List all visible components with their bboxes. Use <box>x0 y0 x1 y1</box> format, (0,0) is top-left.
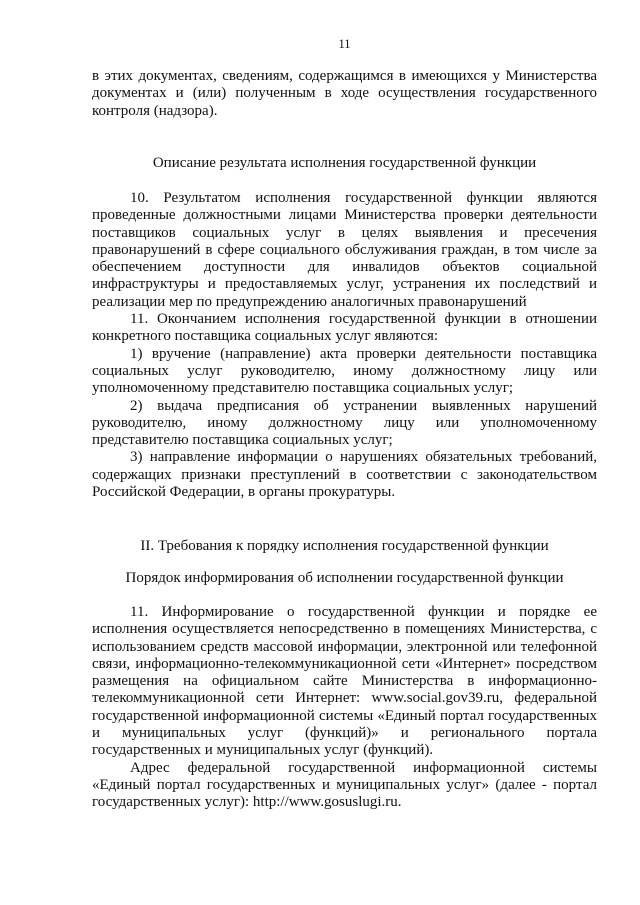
paragraph-10: 10. Результатом исполнения государственной функции являются проведенные должностными лицами Министерства проверки деятельности поставщиков социальных услуг в целях выявления и пресечения правонарушений в сфере социального обслуживания граждан, в том числе за обеспечением доступности для инвалидов объектов социальной инфраструктуры и предоставляемых услуг, устранения их последствий и реализации мер по предупреждению аналогичных правонарушений <box>92 190 597 310</box>
paragraph-11-ending: 11. Окончанием исполнения государственной функции в отношении конкретного поставщика социальных услуг являются: <box>92 311 597 345</box>
informing-section <box>92 604 597 812</box>
result-section <box>92 190 597 501</box>
paragraph-11-informing: 11. Информирование о государственной функции и порядке ее исполнения осуществляется непосредственно в помещениях Министерства, с использованием средств массовой информации, электронной или телефонной связи, информационно-телекоммуникационной сети «Интернет» посредством размещения на официальном сайте Министерства в информационно-телекоммуникационной сети Интернет: www.social.gov39.ru, федеральной государственной информационной системы «Единый портал государственных и муниципальных услуг (функций)» и регионального портала государственных и муниципальных услуг (функций). <box>92 604 597 759</box>
list-item-1: 1) вручение (направление) акта проверки деятельности поставщика социальных услуг руководителю, иному должностному лицу или уполномоченному представителю поставщика социальных услуг; <box>92 345 597 397</box>
heading-result: Описание результата исполнения государственной функции <box>152 155 537 171</box>
paragraph-address: Адрес федеральной государственной информационной системы «Единый портал государственных и муниципальных услуг» (далее - портал государственных услуг): http://www.gosuslugi.ru. <box>92 759 597 811</box>
page-number: 11 <box>338 37 351 51</box>
heading-informing: Порядок информирования об исполнении государственной функции <box>125 570 564 586</box>
list-item-3: 3) направление информации о нарушениях обязательных требований, содержащих признаки преступлений в соответствии с законодательством Российской Федерации, в органы прокуратуры. <box>92 449 597 501</box>
intro-paragraph-block <box>92 68 597 120</box>
intro-paragraph: в этих документах, сведениям, содержащимся в имеющихся у Министерства документах и (или) полученным в ходе осуществления государственного контроля (надзора). <box>92 68 597 119</box>
heading-section-2: II. Требования к порядку исполнения государственной функции <box>140 538 549 554</box>
list-item-2: 2) выдача предписания об устранении выявленных нарушений руководителю, иному должностному лицу или уполномоченному представителю поставщика социальных услуг; <box>92 397 597 449</box>
